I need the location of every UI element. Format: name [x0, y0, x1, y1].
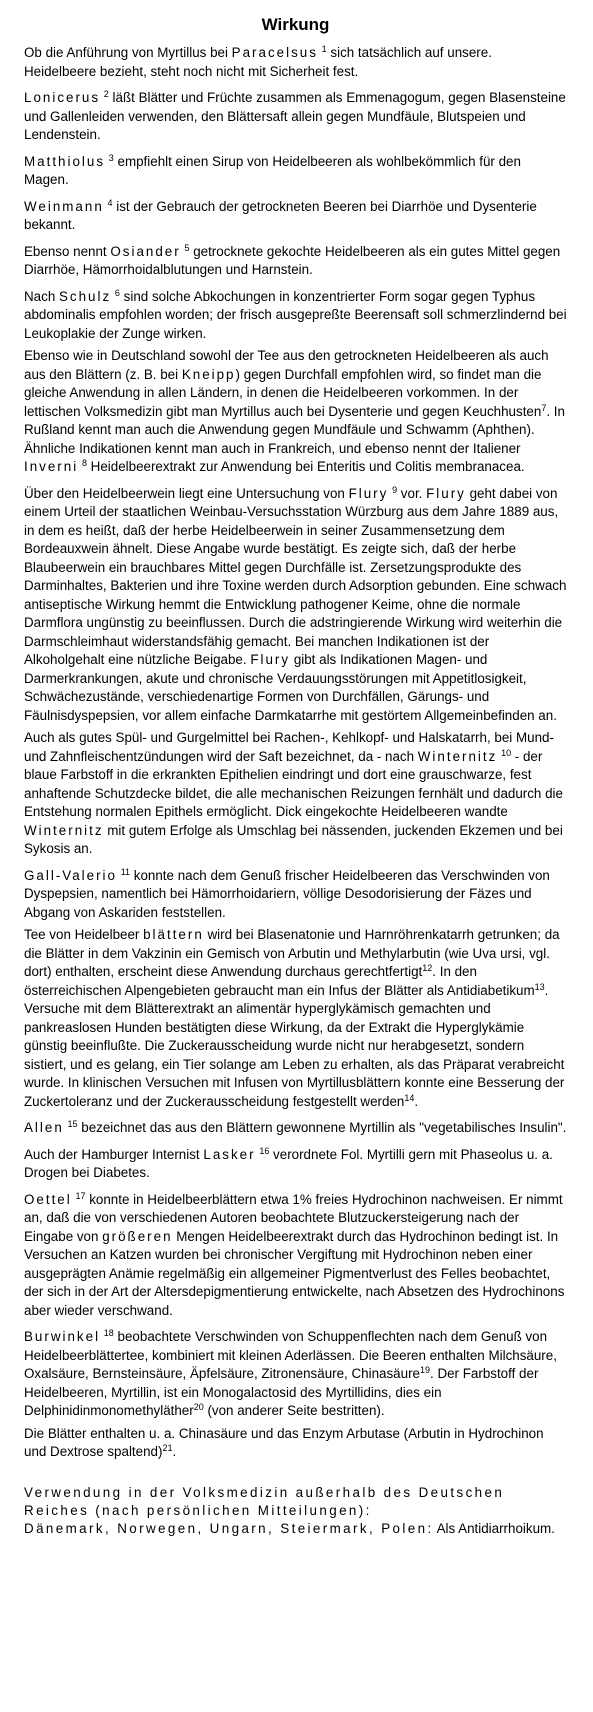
text-run: vor.: [397, 485, 427, 501]
footnote-ref: 8: [81, 458, 87, 468]
footnote-ref: 19: [419, 1365, 430, 1375]
text-run: (von anderer Seite bestritten).: [203, 1403, 385, 1418]
text-run: beobachtete Verschwinden von Schuppenflechten nach dem Genuß von Heidelbeerblättertee, kombiniert mit kleinen Aderlässen. Die Beeren enthalten Milchsäure, Oxalsäure, Bernsteinsäure, Äpfelsäure, Zitronensäure, Chinasäure: [24, 1329, 557, 1381]
text-run: Ebenso wie in Deutschland sowohl der Tee aus den getrockneten Heidelbeeren als auch aus den Blättern (z. B. bei: [24, 348, 549, 382]
text-run: Über den Heidelbeerwein liegt eine Untersuchung von: [24, 485, 349, 501]
text-run: .: [172, 1444, 177, 1459]
footnote-ref: 15: [67, 1119, 78, 1129]
folk-medicine-section: [24, 1484, 567, 1538]
paragraph: [24, 1328, 567, 1421]
text-run: getrocknete gekochte Heidelbeeren als ein gutes Mittel gegen Diarrhöe, Hämorrhoidalblutungen und Harnstein.: [24, 243, 561, 277]
footnote-ref: 17: [75, 1190, 86, 1201]
text-run: verordnete Fol. Myrtilli gern mit Phaseolus u. a. Drogen bei Diabetes.: [24, 1146, 553, 1180]
text-run: - der blaue Farbstoff in die erkrankten Epithelien eindringt und dort eine grauschwarze, fest anhaftende Schutzdecke bildet, die alle mechanischen Reizungen fernhält und dadurch die Entstehung normalen Epithels ermöglicht. Dick eingekochte Heidelbeeren wandte: [24, 748, 563, 819]
footnote-ref: 14: [404, 1092, 415, 1103]
page-title: Wirkung: [261, 15, 330, 34]
footnote-ref: 12: [422, 963, 433, 973]
footnote-ref: 21: [162, 1443, 173, 1453]
folk-medicine-use: Als Antidiarrhoikum.: [433, 1520, 555, 1536]
paragraph: [24, 485, 567, 726]
footnote-ref: 13: [534, 981, 545, 992]
paragraph: [24, 1119, 567, 1138]
text-run: gibt als Indikationen Magen- und Darmerkrankungen, akute und chronische Verdauungsstörungen mit Appetitlosigkeit, Schwächezustände, verschiedenartige Formen von Durchfällen, Gärungs- und Fäulnisdyspepsien, vor allem einfache Darmkatarrhe mit gestörtem Allgemeinbefinden an.: [24, 652, 557, 723]
paragraph: [24, 926, 567, 1111]
author-name: Inverni: [24, 459, 79, 474]
folk-medicine-countries: Dänemark, Norwegen, Ungarn, Steiermark, Polen:: [24, 1520, 434, 1536]
text-run: empfiehlt einen Sirup von Heidelbeeren als wohlbekömmlich für den Magen.: [24, 153, 521, 187]
text-run: Die Blätter enthalten u. a. Chinasäure und das Enzym Arbutase (Arbutin in Hydrochinon und Dextrose spaltend): [24, 1425, 544, 1459]
folk-medicine-heading: Verwendung in der Volksmedizin außerhalb des Deutschen Reiches (nach persönlichen Mitteilungen):: [24, 1484, 505, 1518]
text-run: sich tatsächlich auf unsere. Heidelbeere bezieht, steht noch nicht mit Sicherheit fest.: [24, 45, 492, 79]
footnote-ref: 6: [114, 287, 120, 298]
paragraph: [24, 1425, 567, 1462]
author-name: Allen: [24, 1120, 64, 1135]
footnote-ref: 9: [392, 484, 398, 495]
author-name: Flury: [426, 485, 466, 501]
text-run: . In Rußland kennt man auch die Anwendung gegen Mundfäule und Schwamm (Aphthen). Ähnliche Indikationen kennt man auch in Frankreich, und ebenso nennt der Italiener: [24, 403, 565, 456]
footnote-ref: 18: [103, 1328, 114, 1338]
paragraph: [24, 867, 567, 923]
author-name: Kneipp: [181, 366, 236, 382]
text-run: Auch der Hamburger Internist: [24, 1146, 204, 1162]
author-name: Matthiolus: [24, 153, 106, 169]
text-run: ) gegen Durchfall empfohlen wird, so findet man die gleiche Anwendung in allen Ländern, in denen die Heidelbeeren vorkommen. In der lettischen Volksmedizin gibt man Myrtillus auch bei Dysenterie und gegen Keuchhusten: [24, 366, 542, 419]
text-run: bezeichnet das aus den Blättern gewonnene Myrtillin als "vegetabilisches Insulin".: [77, 1120, 567, 1135]
text-run: .: [414, 1093, 419, 1109]
text-run: . Der Farbstoff der Heidelbeeren, Myrtillin, ist ein Monogalactosid des Myrtillidins, dies ein Delphinidinmonomethyläther: [24, 1366, 539, 1418]
footnote-ref: 1: [321, 44, 327, 54]
text-run: . In den österreichischen Alpengebieten gebraucht man ein Infus der Blätter als Antidiabetikum: [24, 964, 535, 998]
author-name: Winternitz: [24, 822, 104, 838]
footnote-ref: 2: [103, 89, 109, 99]
footnote-ref: 7: [541, 402, 547, 413]
text-run: konnte nach dem Genuß frischer Heidelbeeren das Verschwinden von Dyspepsien, namentlich bei Hämorrhoidariern, völlige Desodorisierung der Fäzes und Abgang von Askariden feststellen.: [24, 867, 550, 920]
author-name: Lonicerus: [24, 90, 101, 105]
paragraph: [24, 288, 567, 344]
text-run: läßt Blätter und Früchte zusammen als Emmenagogum, gegen Blasensteine und Gallenleiden verwenden, den Blättersaft allein gegen Mundfäule, Blutspeien und Lendenstein.: [24, 90, 566, 142]
author-name: Weinmann: [24, 198, 104, 214]
text-run: geht dabei von einem Urteil der staatlichen Weinbau-Versuchsstation Würzburg aus dem Jahre 1889 aus, in dem es heißt, daß der herbe Heidelbeerwein in seiner Zusammensetzung dem Bordeauxwein ähnelt. Diese Angabe wurde bestätigt. Es zeigte sich, daß der herbe Blaubeerwein ein brauchbares Mittel gegen Durchfälle ist. Zersetzungsprodukte des Darminhaltes, Bakterien und ihre Toxine werden durch Adsorption gebunden. Eine schwach antiseptische Wirkung hemmt die Entwicklung pathogener Keime, ohne die normale Darmflora ungünstig zu beeinflussen. Durch die adstringierende Wirkung wird weiterhin die Darmschleimhaut widerstandsfähig gemacht. Bei manchen Indikationen ist der Alkoholgehalt eine nützliche Beigabe.: [24, 485, 567, 667]
document-body: [24, 44, 567, 1462]
text-run: . Versuche mit dem Blätterextrakt an alimentär hyperglykämisch gemachten und pankreaslosen Hunden bestätigten diese Wirkung, da der Extrakt die Hyperglykämie günstig beeinflußte. Die Zuckerausscheidung wurde nicht nur herabgesetzt, sondern sistiert, und es gelang, ein Tier solange am Leben zu erhalten, als das Präparat verabreicht wurde. In klinischen Versuchen mit Infusen von Myrtillusblättern konnte eine Besserung der Zuckertoleranz und der Zuckerausscheidung festgestellt werden: [24, 982, 565, 1109]
author-name: Flury: [348, 485, 389, 501]
text-run: ist der Gebrauch der getrockneten Beeren bei Diarrhöe und Dysenterie bekannt.: [24, 198, 537, 232]
paragraph: [24, 89, 567, 145]
author-name: Osiander: [110, 243, 181, 259]
author-name: Winternitz: [417, 748, 498, 764]
paragraph: [24, 44, 567, 81]
author-name: Gall-Valerio: [24, 867, 117, 883]
text-run: Ebenso nennt: [24, 243, 111, 259]
footnote-ref: 16: [259, 1145, 270, 1156]
paragraph: [24, 1191, 567, 1321]
text-run: Mengen Heidelbeerextrakt durch das Hydrochinon bedingt ist. In Versuchen an Katzen wurden bei chronischer Vergiftung mit Hydrochinon neben einer ausgeprägten Anämie regelmäßig ein allgemeiner Pigmentverlust des Felles beobachtet, der sich in der Art der Altersdepigmentierung entwickelte, nach Absetzen des Hydrochinons aber wieder verschwand.: [24, 1228, 565, 1318]
footnote-ref: 20: [193, 1402, 204, 1412]
footnote-ref: 5: [184, 242, 190, 253]
text-run: Nach: [24, 288, 59, 304]
author-name: Schulz: [58, 288, 112, 304]
text-run: Tee von Heidelbeer: [24, 927, 144, 942]
paragraph: [24, 153, 567, 190]
paragraph: [24, 243, 567, 280]
text-run: Ob die Anführung von Myrtillus bei: [24, 45, 232, 60]
footnote-ref: 10: [501, 747, 512, 758]
paragraph: [24, 1146, 567, 1183]
text-run: Auch als gutes Spül- und Gurgelmittel bei Rachen-, Kehlkopf- und Halskatarrh, bei Mund- und Zahnfleischentzündungen wird der Saft bezeichnet, da - nach: [24, 730, 554, 764]
author-name: Oettel: [24, 1191, 72, 1207]
paragraph: [24, 347, 567, 477]
paragraph: [24, 198, 567, 235]
text-run: konnte in Heidelbeerblättern etwa 1% freies Hydrochinon nachweisen. Er nimmt an, daß die von verschiedenen Autoren beobachtete Blutzuckersteigerung nach der Eingabe von: [24, 1191, 563, 1244]
author-name: Paracelsus: [231, 45, 318, 60]
author-name: Flury: [250, 652, 291, 667]
author-name: blättern: [143, 927, 204, 942]
paragraph: [24, 729, 567, 859]
footnote-ref: 11: [120, 866, 131, 877]
folk-medicine-entry: [24, 1520, 567, 1538]
text-run: mit gutem Erfolge als Umschlag bei nässenden, juckenden Ekzemen und bei Sykosis an.: [24, 822, 563, 856]
text-run: wird bei Blasenatonie und Harnröhrenkatarrh getrunken; da die Blätter in dem Vakzinin ein Gemisch von Arbutin und Methylarbutin (wie Uva ursi, vgl. dort) enthalten, erscheint diese Anwendung durchaus gerechtfertigt: [24, 927, 560, 979]
author-name: größeren: [102, 1228, 173, 1244]
footnote-ref: 4: [107, 197, 113, 208]
author-name: Burwinkel: [24, 1329, 101, 1344]
author-name: Lasker: [203, 1146, 256, 1162]
footnote-ref: 3: [108, 152, 114, 163]
text-run: sind solche Abkochungen in konzentrierter Form sogar gegen Typhus abdominalis empfohlen worden; der frisch ausgepreßte Beerensaft soll schmerzlindernd bei Leukoplakie der Zunge wirken.: [24, 288, 567, 341]
text-run: Heidelbeerextrakt zur Anwendung bei Enteritis und Colitis membranacea.: [86, 459, 525, 474]
